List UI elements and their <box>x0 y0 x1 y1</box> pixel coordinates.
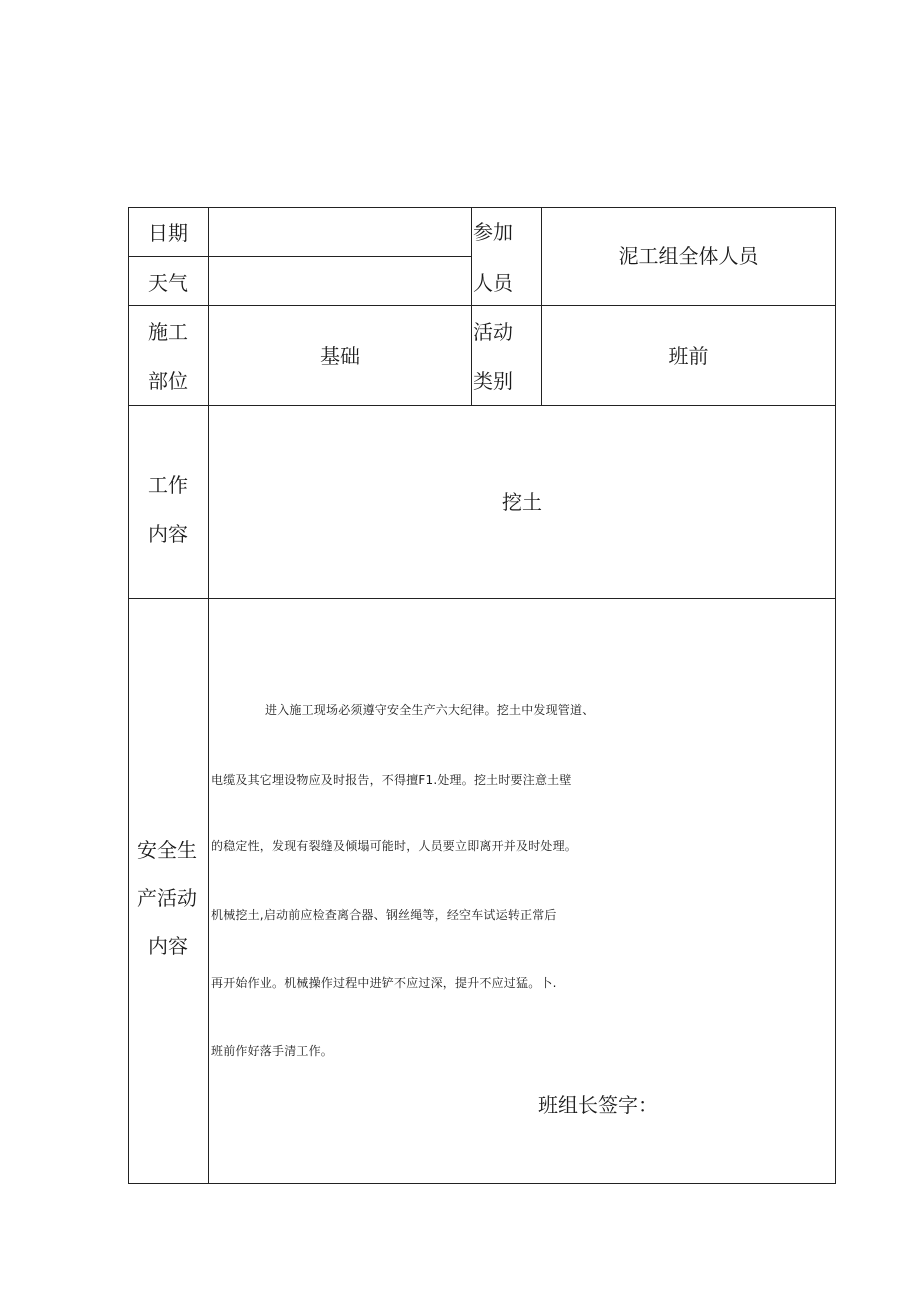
row-divider-weather-location <box>128 305 836 306</box>
work-content-label-line1: 工作 <box>148 473 188 497</box>
date-field[interactable] <box>215 221 465 245</box>
participants-label-line1: 参加 <box>473 220 513 244</box>
activity-type-value: 班前 <box>668 344 709 368</box>
table-border-right <box>835 207 836 1184</box>
safety-text-line: 机械挖土,启动前应检查离合器、钢丝绳等，经空车试运转正常后 <box>211 908 557 922</box>
table-border-left <box>128 207 129 1184</box>
col-divider-right <box>541 207 542 405</box>
table-border-top <box>128 207 836 208</box>
location-label-line2: 部位 <box>148 369 188 393</box>
work-content-label-line2: 内容 <box>148 522 188 546</box>
date-label: 日期 <box>148 221 188 245</box>
signature-label: 班组长签字： <box>538 1093 658 1117</box>
weather-label: 天气 <box>148 271 188 295</box>
location-value: 基础 <box>320 344 360 368</box>
location-label-line1: 施工 <box>148 320 188 344</box>
activity-type-label-line2: 类别 <box>473 369 513 393</box>
safety-label-line2: 产活动 <box>137 886 197 910</box>
safety-text-line: 班前作好落手清工作。 <box>211 1044 334 1058</box>
participants-label-line2: 人员 <box>473 271 513 295</box>
safety-text-line: 电缆及其它埋设物应及时报告，不得擅F1.处理。挖土时要注意土壁 <box>211 773 572 787</box>
row-divider-location-work <box>128 405 836 406</box>
participants-value: 泥工组全体人员 <box>618 244 759 268</box>
safety-text-line: 再开始作业。机械操作过程中进铲不应过深，提升不应过猛。卜. <box>211 976 557 990</box>
row-divider-date-weather <box>128 256 472 257</box>
row-divider-work-safety <box>128 598 836 599</box>
safety-text-line: 进入施工现场必须遵守安全生产六大纪律。挖土中发现管道、 <box>265 703 595 717</box>
safety-label-line3: 内容 <box>148 934 188 958</box>
table-border-bottom <box>128 1183 836 1184</box>
col-divider-mid <box>471 207 472 405</box>
safety-text-line: 的稳定性，发现有裂缝及倾塌可能时，人员要立即离开并及时处理。 <box>211 839 578 853</box>
activity-type-label-line1: 活动 <box>473 320 513 344</box>
weather-field[interactable] <box>215 271 465 295</box>
work-content-value: 挖土 <box>502 490 542 514</box>
safety-label-line1: 安全生 <box>137 838 197 862</box>
